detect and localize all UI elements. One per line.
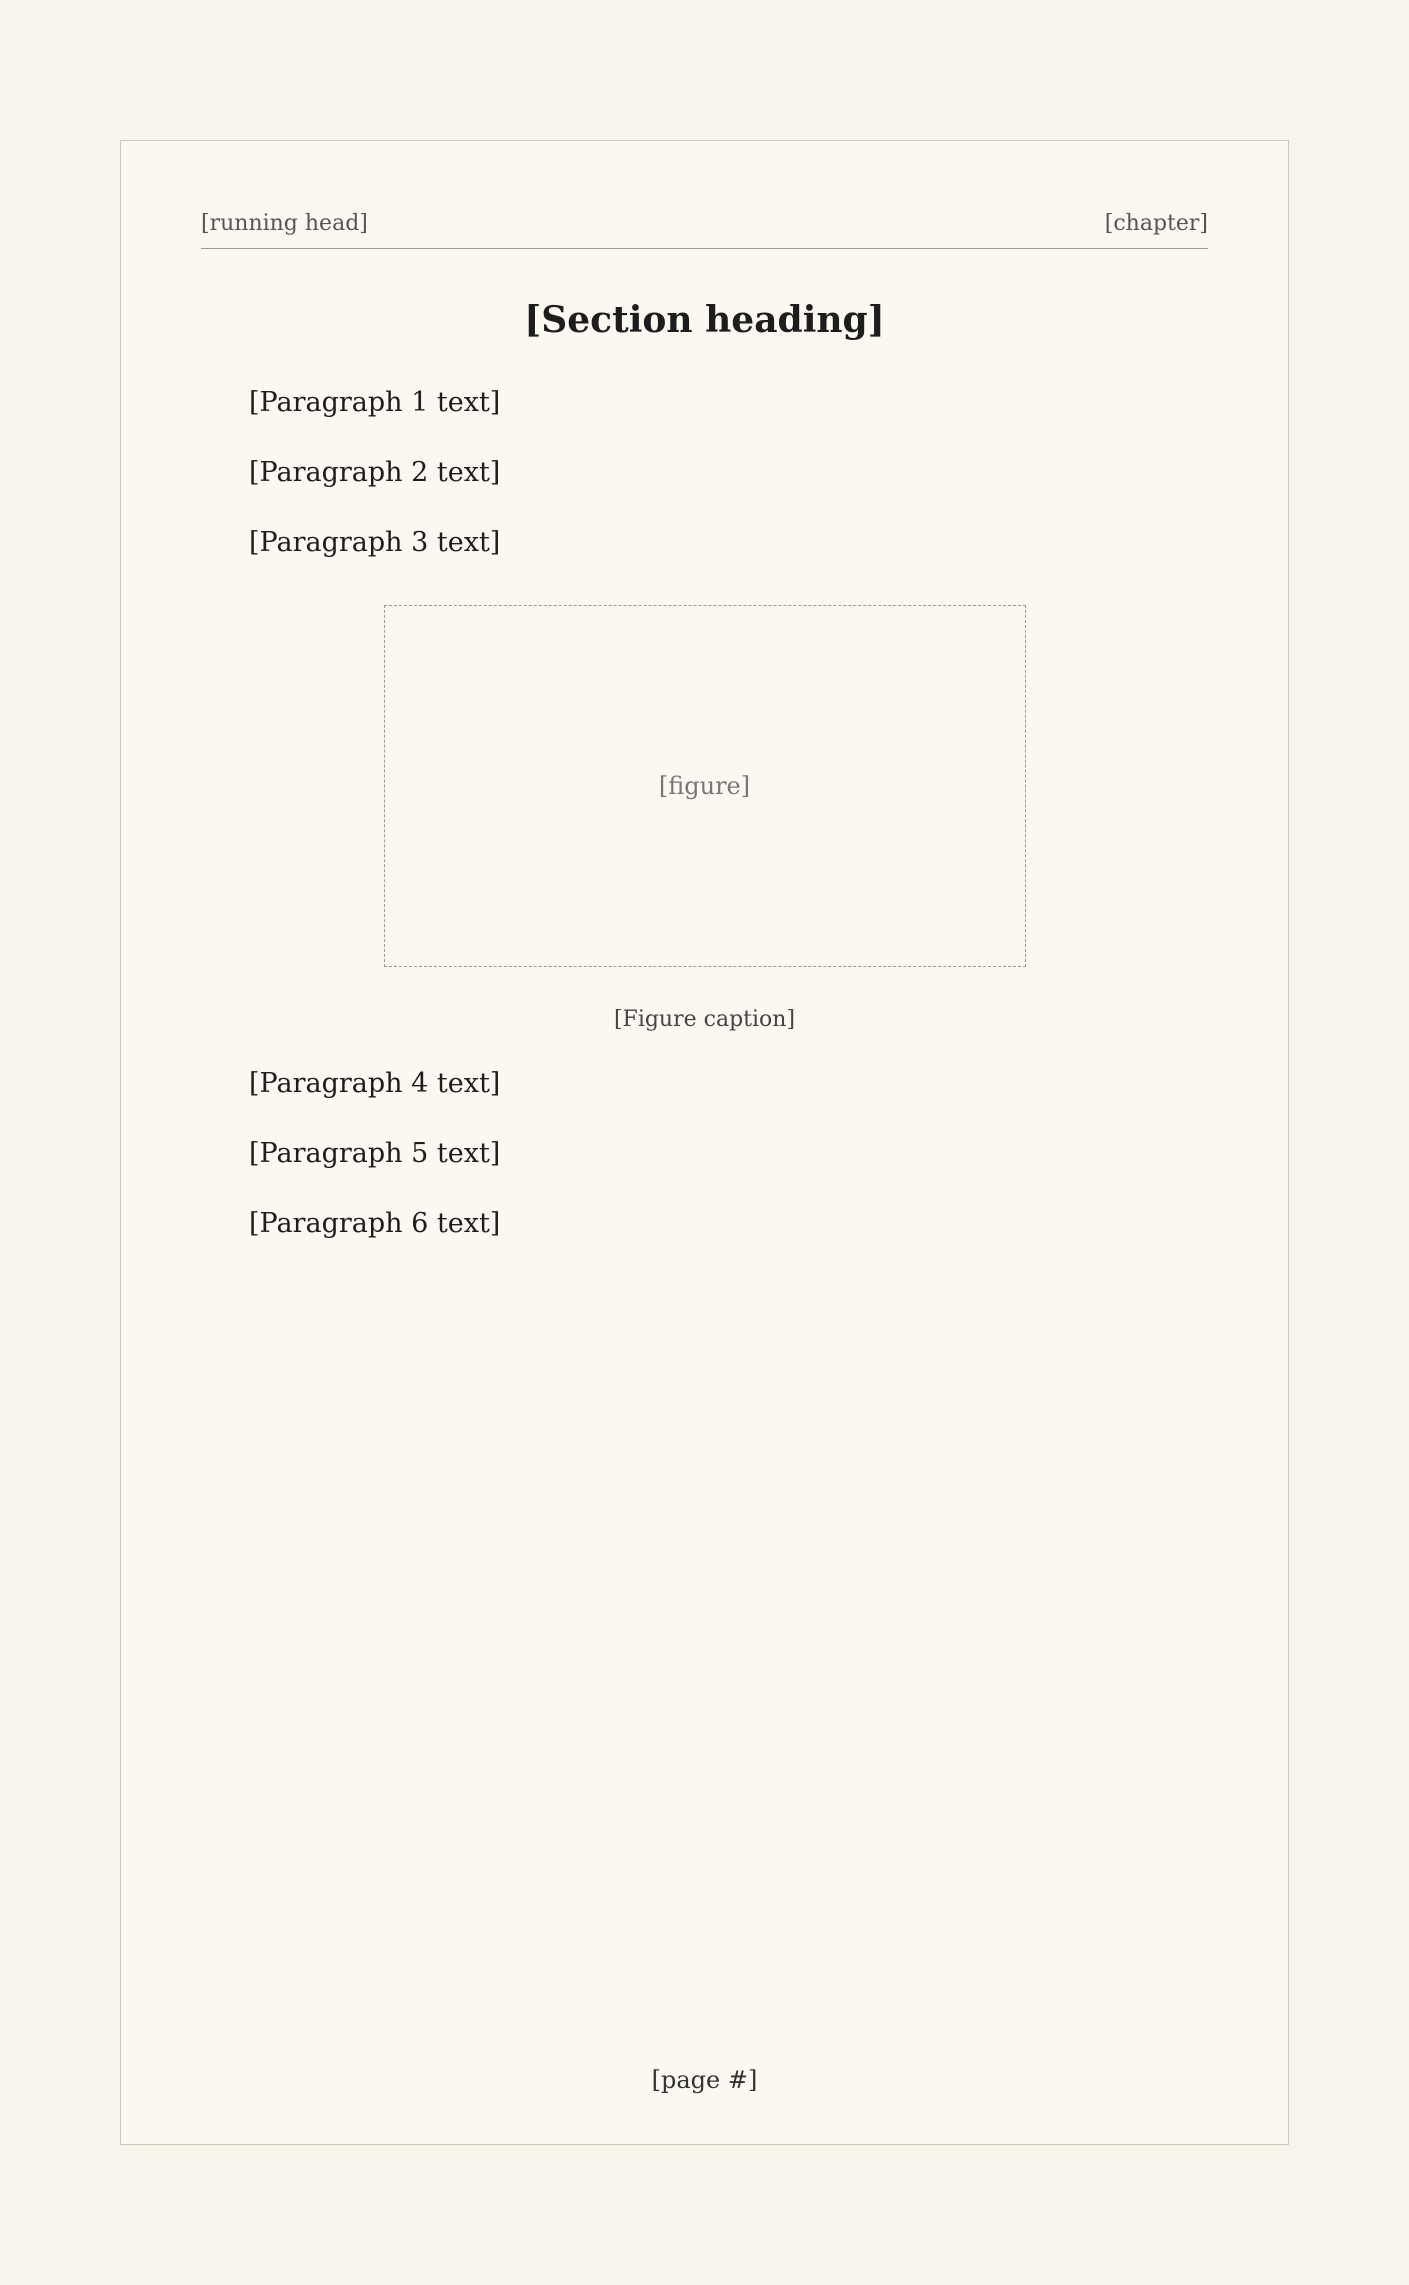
running-head-right: [chapter] [1104,211,1208,236]
figure-caption: [Figure caption] [613,1007,796,1032]
book-page [120,140,1289,2145]
paragraph: [Paragraph 5 text] [249,1138,501,1169]
paragraph: [Paragraph 4 text] [249,1068,501,1099]
figure [384,605,1026,967]
paragraph: [Paragraph 2 text] [249,457,501,488]
section-heading: [Section heading] [524,299,885,341]
running-head-left: [running head] [201,211,368,236]
paragraph: [Paragraph 6 text] [249,1208,501,1239]
page-number: [page #] [651,2066,758,2094]
running-head [201,211,1208,249]
figure-placeholder: [figure] [658,772,751,800]
paragraph: [Paragraph 3 text] [249,527,501,558]
paragraph: [Paragraph 1 text] [249,387,501,418]
